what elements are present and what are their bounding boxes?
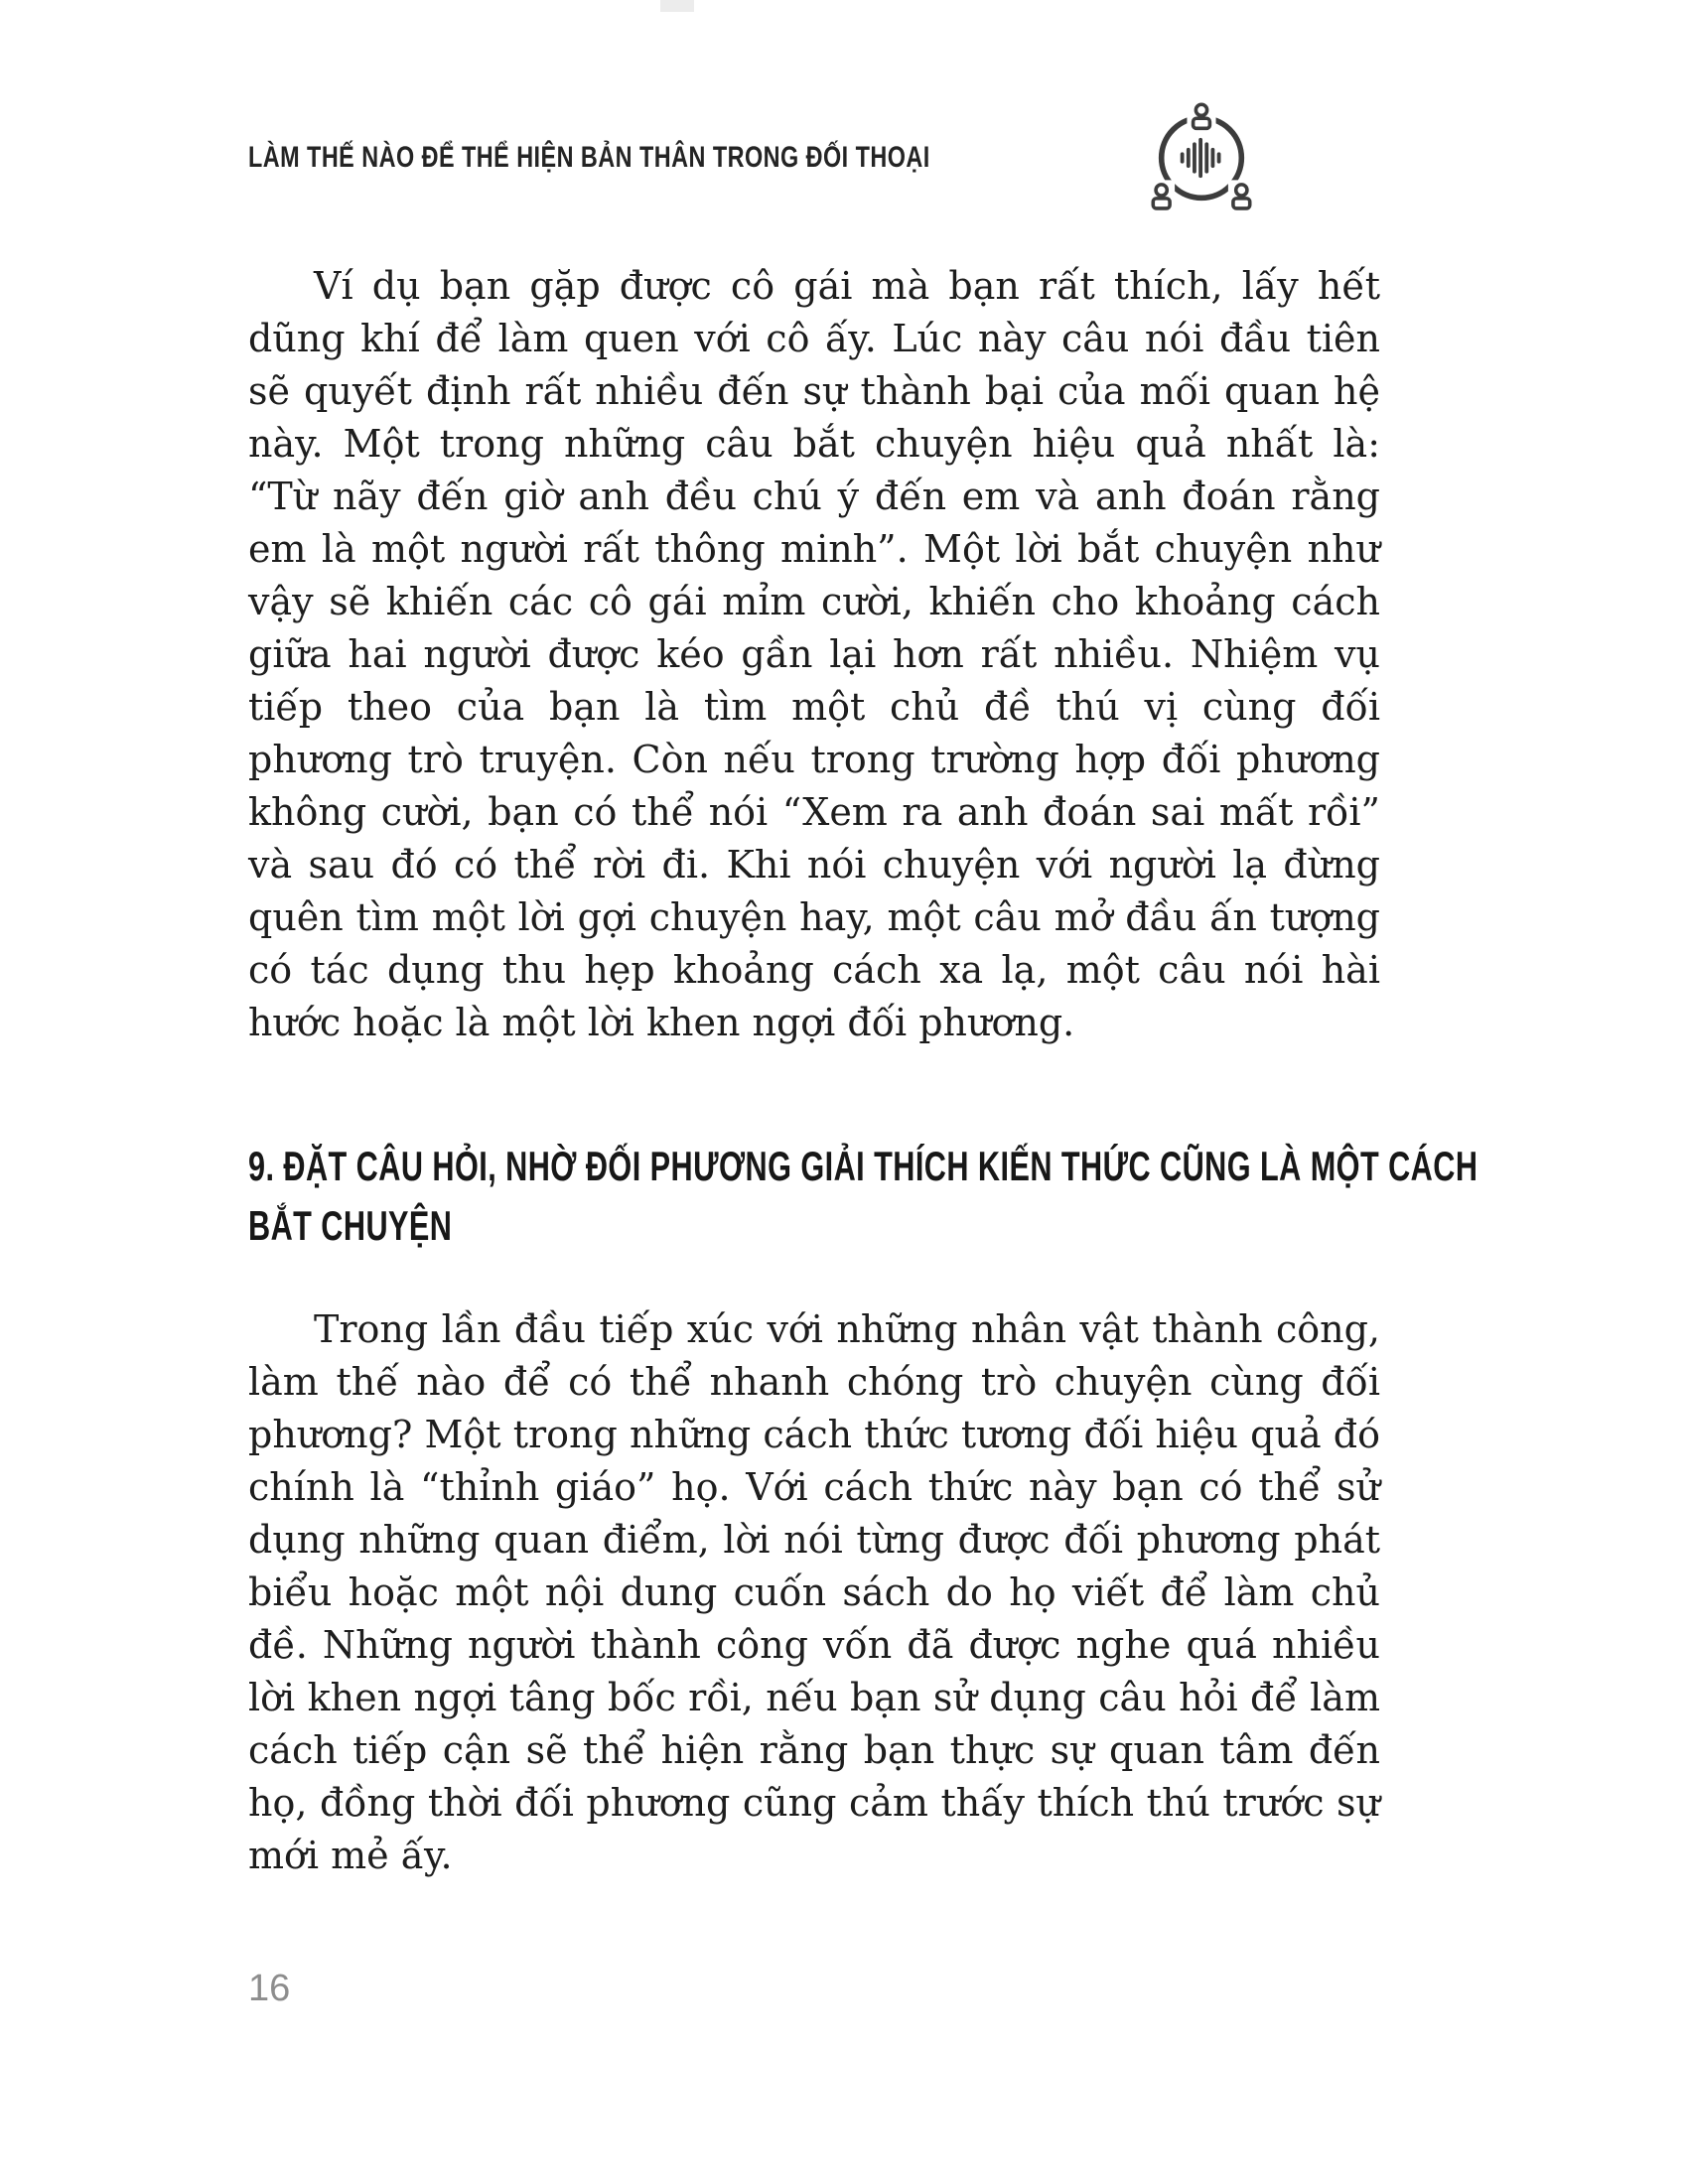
section-heading-line-2: BẮT CHUYỆN	[248, 1202, 453, 1249]
running-header	[248, 101, 1380, 214]
section-heading	[248, 1137, 1478, 1256]
scan-artifact	[660, 0, 694, 12]
body-paragraph-1: Ví dụ bạn gặp được cô gái mà bạn rất thích, lấy hết dũng khí để làm quen với cô ấy. Lúc này câu nói đầu tiên sẽ quyết định rất nhiều đến sự thành bại của mối quan hệ này. Một trong những câu bắt chuyện hiệu quả nhất là: “Từ nãy đến giờ anh đều chú ý đến em và anh đoán rằng em là một người rất thông minh”. Một lời bắt chuyện như vậy sẽ khiến các cô gái mỉm cười, khiến cho khoảng cách giữa hai người được kéo gần lại hơn rất nhiều. Nhiệm vụ tiếp theo của bạn là tìm một chủ đề thú vị cùng đối phương trò truyện. Còn nếu trong trường hợp đối phương không cười, bạn có thể nói “Xem ra anh đoán sai mất rồi” và sau đó có thể rời đi. Khi nói chuyện với người lạ đừng quên tìm một lời gợi chuyện hay, một câu mở đầu ấn tượng có tác dụng thu hẹp khoảng cách xa lạ, một câu nói hài hước hoặc là một lời khen ngợi đối phương.	[248, 264, 1380, 1044]
conversation-voice-logo-icon	[1146, 102, 1257, 213]
body-paragraph-2: Trong lần đầu tiếp xúc với những nhân vật thành công, làm thế nào để có thể nhanh chóng trò chuyện cùng đối phương? Một trong những cách thức tương đối hiệu quả đó chính là “thỉnh giáo” họ. Với cách thức này bạn có thể sử dụng những quan điểm, lời nói từng được đối phương phát biểu hoặc một nội dung cuốn sách do họ viết để làm chủ đề. Những người thành công vốn đã được nghe quá nhiều lời khen ngợi tâng bốc rồi, nếu bạn sử dụng câu hỏi để làm cách tiếp cận sẽ thể hiện rằng bạn thực sự quan tâm đến họ, đồng thời đối phương cũng cảm thấy thích thú trước sự mới mẻ ấy.	[248, 1307, 1380, 1877]
page-number: 16	[248, 1968, 291, 2009]
section-heading-line-1: 9. ĐẶT CÂU HỎI, NHỜ ĐỐI PHƯƠNG GIẢI THÍCH KIẾN THỨC CŨNG LÀ MỘT CÁCH	[248, 1143, 1478, 1189]
running-header-title: LÀM THẾ NÀO ĐỂ THỂ HIỆN BẢN THÂN TRONG ĐỐI THOẠI	[248, 141, 930, 174]
page-content	[248, 101, 1478, 1882]
